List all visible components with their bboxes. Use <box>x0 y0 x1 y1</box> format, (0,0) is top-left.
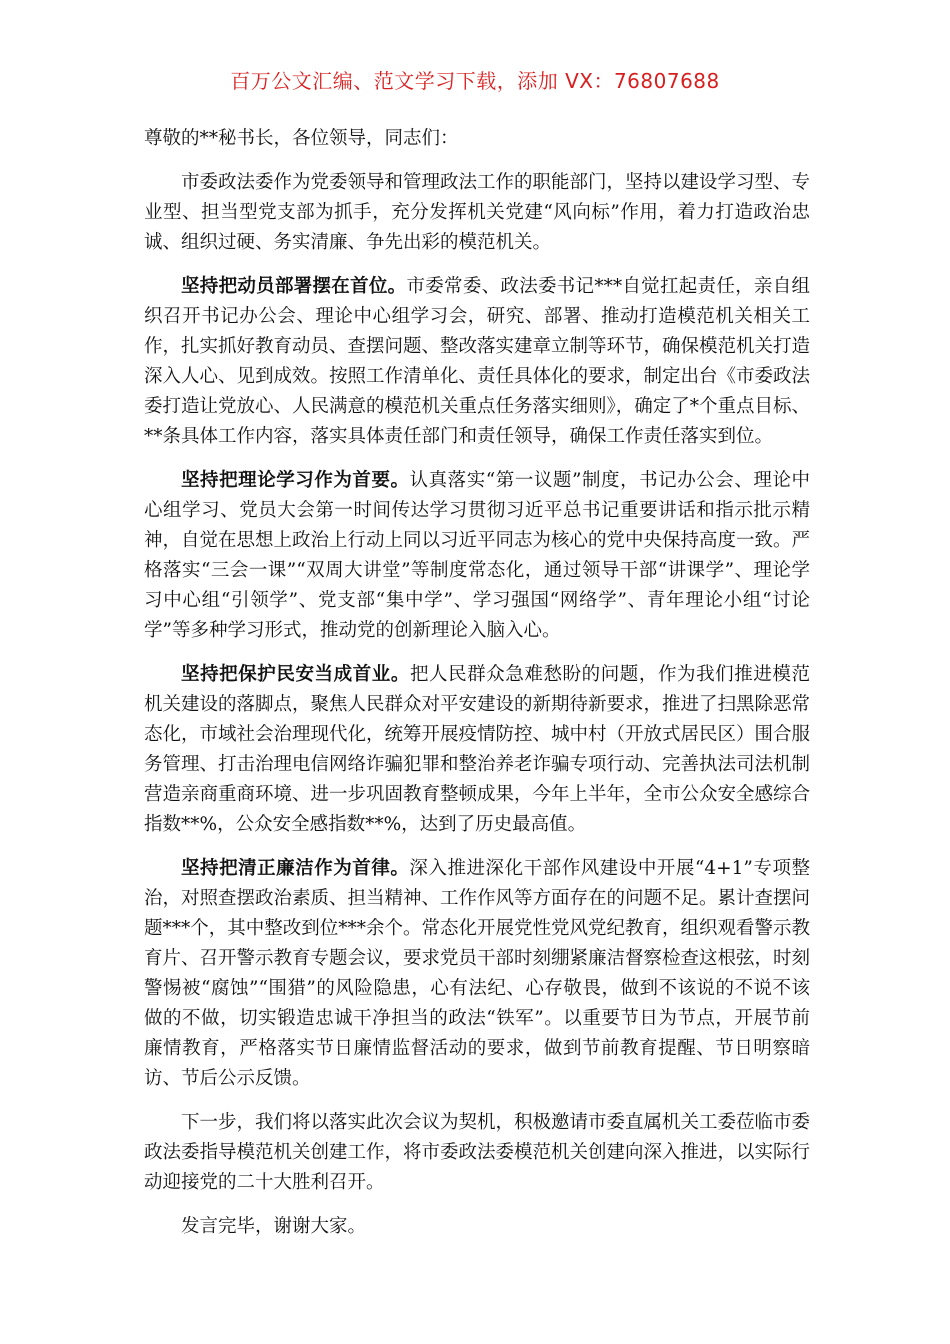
closing-paragraph: 发言完毕，谢谢大家。 <box>181 1216 367 1237</box>
section-heading-4: 坚持把清正廉洁作为首律。 <box>181 858 410 879</box>
section-paragraph-4 <box>144 854 810 1094</box>
section-paragraph-2 <box>144 466 810 646</box>
document-body <box>144 124 810 1256</box>
salutation: 尊敬的**秘书长，各位领导，同志们： <box>144 128 459 149</box>
intro-paragraph: 市委政法委作为党委领导和管理政法工作的职能部门，坚持以建设学习型、专业型、担当型党支部为抓手，充分发挥机关党建“风向标”作用，着力打造政治忠诚、组织过硬、务实清廉、争先出彩的模范机关。 <box>144 172 811 253</box>
section-heading-2: 坚持把理论学习作为首要。 <box>181 470 410 491</box>
section-body-4: 深入推进深化干部作风建设中开展“4+1”专项整治，对照查摆政治素质、担当精神、工作作风等方面存在的问题不足。累计查摆问题***个，其中整改到位***余个。常态化开展党性党风党纪教育，组织观看警示教育片、召开警示教育专题会议，要求党员干部时刻绷紧廉洁督察检查这根弦，时刻警惕被“腐蚀”“围猎”的风险隐患，心有法纪、心存敬畏，做到不该说的不说不该做的不做，切实锻造忠诚干净担当的政法“铁军”。以重要节日为节点，开展节前廉情教育，严格落实节日廉情监督活动的要求，做到节前教育提醒、节日明察暗访、节后公示反馈。 <box>144 858 811 1089</box>
section-body-2: 认真落实“第一议题”制度，书记办公会、理论中心组学习、党员大会第一时间传达学习贯彻习近平总书记重要讲话和指示批示精神，自觉在思想上政治上行动上同以习近平同志为核心的党中央保持高度一致。严格落实“三会一课”“双周大讲堂”等制度常态化，通过领导干部“讲课学”、理论学习中心组“引领学”、党支部“集中学”、学习强国“网络学”、青年理论小组“讨论学”等多种学习形式，推动党的创新理论入脑入心。 <box>144 470 811 641</box>
section-body-1: 市委常委、政法委书记***自觉扛起责任，亲自组织召开书记办公会、理论中心组学习会，研究、部署、推动打造模范机关相关工作，扎实抓好教育动员、查摆问题、整改落实建章立制等环节，确保模范机关打造深入人心、见到成效。按照工作清单化、责任具体化的要求，制定出台《市委政法委打造让党放心、人民满意的模范机关重点任务落实细则》，确定了*个重点目标、**条具体工作内容，落实具体责任部门和责任领导，确保工作责任落实到位。 <box>144 276 811 447</box>
section-paragraph-1 <box>144 272 810 452</box>
section-paragraph-3 <box>144 660 810 840</box>
watermark-header: 百万公文汇编、范文学习下载，添加 VX：76807688 <box>230 69 720 93</box>
section-heading-1: 坚持把动员部署摆在首位。 <box>181 276 407 297</box>
section-body-3: 把人民群众急难愁盼的问题，作为我们推进模范机关建设的落脚点，聚焦人民群众对平安建设的新期待新要求，推进了扫黑除恶常态化，市域社会治理现代化，统筹开展疫情防控、城中村（开放式居民区）围合服务管理、打击治理电信网络诈骗犯罪和整治养老诈骗专项行动、完善执法司法机制营造亲商重商环境、进一步巩固教育整顿成果，今年上半年，全市公众安全感综合指数**%，公众安全感指数**%，达到了历史最高值。 <box>144 664 811 835</box>
next-step-paragraph: 下一步，我们将以落实此次会议为契机，积极邀请市委直属机关工委莅临市委政法委指导模范机关创建工作，将市委政法委模范机关创建向深入推进，以实际行动迎接党的二十大胜利召开。 <box>144 1112 811 1193</box>
section-heading-3: 坚持把保护民安当成首业。 <box>181 664 410 685</box>
